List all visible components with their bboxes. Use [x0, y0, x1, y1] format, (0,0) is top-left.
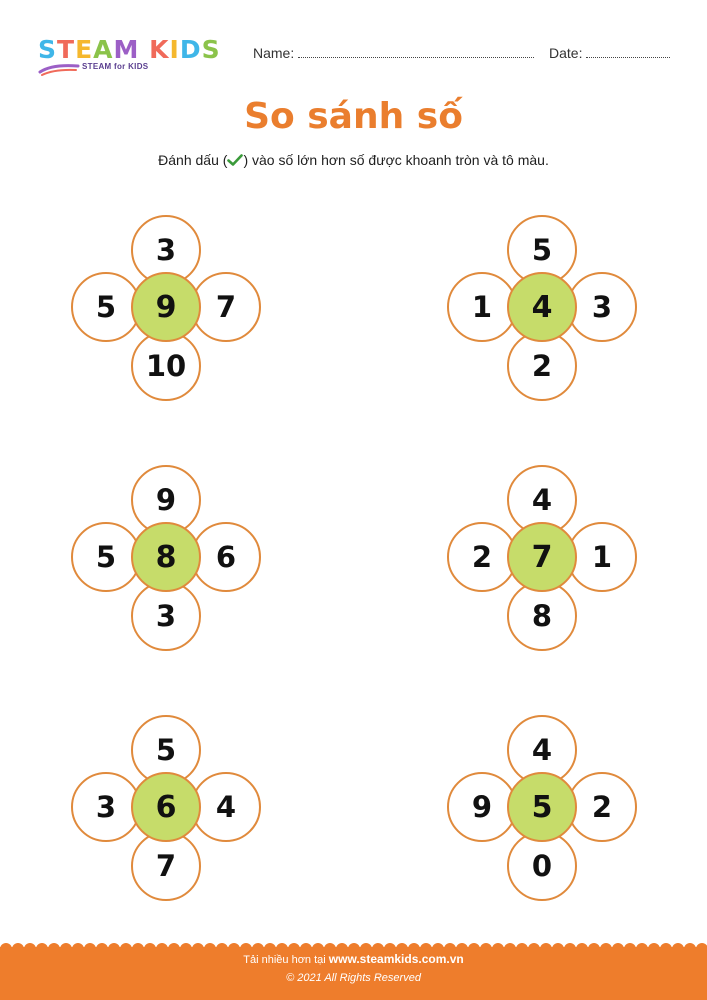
page-title: So sánh số	[244, 96, 463, 137]
petal-right[interactable]: 7	[191, 272, 261, 342]
petal-top[interactable]: 3	[131, 215, 201, 285]
flower-2	[447, 215, 637, 395]
flower-center: 5	[507, 772, 577, 842]
petal-right[interactable]: 2	[567, 772, 637, 842]
footer-copyright: © 2021 All Rights Reserved	[286, 972, 421, 984]
footer-site-link[interactable]: www.steamkids.com.vn	[328, 952, 464, 966]
logo-letter: I	[169, 35, 180, 64]
flower-center: 9	[131, 272, 201, 342]
check-icon	[227, 154, 243, 166]
steam-kids-logo	[38, 36, 238, 78]
petal-left[interactable]: 5	[71, 272, 141, 342]
petal-left[interactable]: 3	[71, 772, 141, 842]
flower-3	[71, 465, 261, 645]
petal-bottom[interactable]: 8	[507, 581, 577, 651]
petal-left[interactable]: 9	[447, 772, 517, 842]
flower-6	[447, 715, 637, 895]
petal-top[interactable]: 4	[507, 715, 577, 785]
petal-top[interactable]: 5	[507, 215, 577, 285]
name-field	[253, 45, 534, 61]
date-blank-line[interactable]	[586, 46, 670, 58]
flower-center: 4	[507, 272, 577, 342]
name-blank-line[interactable]	[298, 46, 534, 58]
petal-bottom[interactable]: 7	[131, 831, 201, 901]
petal-left[interactable]: 5	[71, 522, 141, 592]
petal-right[interactable]: 6	[191, 522, 261, 592]
flower-5	[71, 715, 261, 895]
flower-1	[71, 215, 261, 395]
logo-letter: M	[113, 35, 140, 64]
petal-bottom[interactable]: 0	[507, 831, 577, 901]
petal-top[interactable]: 9	[131, 465, 201, 535]
logo-letter: S	[201, 35, 221, 64]
petal-right[interactable]: 4	[191, 772, 261, 842]
date-field	[549, 45, 670, 61]
petal-right[interactable]: 1	[567, 522, 637, 592]
flower-center: 8	[131, 522, 201, 592]
instruction-before: Đánh dấu (	[158, 152, 228, 168]
petal-top[interactable]: 5	[131, 715, 201, 785]
logo-letter: E	[75, 35, 94, 64]
footer-download-text	[0, 952, 707, 966]
petal-bottom[interactable]: 10	[131, 331, 201, 401]
logo-letter	[139, 36, 149, 64]
logo-letter: D	[179, 35, 202, 64]
logo-letter: T	[57, 35, 76, 64]
footer-prefix: Tải nhiều hơn tại	[243, 954, 329, 966]
logo-wordmark	[38, 36, 221, 64]
logo-letter: S	[38, 35, 58, 64]
petal-left[interactable]: 1	[447, 272, 517, 342]
petal-left[interactable]: 2	[447, 522, 517, 592]
petal-bottom[interactable]: 3	[131, 581, 201, 651]
petal-right[interactable]: 3	[567, 272, 637, 342]
flower-center: 7	[507, 522, 577, 592]
name-label: Name:	[253, 45, 295, 61]
logo-swoosh-icon	[38, 62, 82, 76]
instruction-text	[0, 152, 707, 168]
flower-4	[447, 465, 637, 645]
petal-bottom[interactable]: 2	[507, 331, 577, 401]
logo-letter: K	[149, 35, 170, 64]
instruction-after: ) vào số lớn hơn số được khoanh tròn và tô màu.	[243, 152, 549, 168]
flower-center: 6	[131, 772, 201, 842]
petal-top[interactable]: 4	[507, 465, 577, 535]
logo-letter: A	[93, 35, 114, 64]
logo-tagline: STEAM for KIDS	[82, 62, 149, 71]
date-label: Date:	[549, 45, 583, 61]
